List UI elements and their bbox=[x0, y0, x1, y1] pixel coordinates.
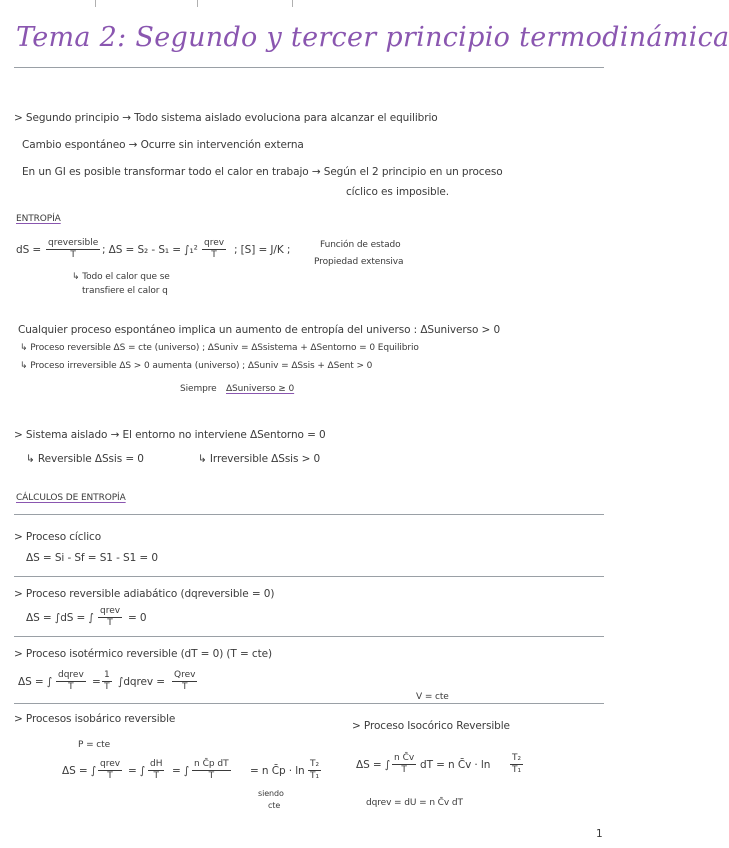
isochoric-eq-1: ΔS = ∫ bbox=[356, 759, 391, 771]
isothermal-eq-1: ΔS = ∫ bbox=[18, 676, 53, 688]
isobaric-note-2: cte bbox=[268, 801, 281, 810]
isochoric-den-2: T₁ bbox=[512, 765, 522, 775]
adiabatic-fraction bbox=[98, 606, 122, 629]
delta-s-fraction bbox=[202, 238, 226, 261]
isobaric-eq-3: = ∫ bbox=[172, 765, 190, 777]
isochoric-num-2: T₂ bbox=[512, 753, 522, 763]
isothermal-fraction-2 bbox=[102, 670, 112, 693]
delta-s-numerator: qrev bbox=[204, 238, 225, 248]
isobaric-num-1: qrev bbox=[100, 759, 121, 769]
isothermal-fraction-3 bbox=[172, 670, 197, 693]
ds-numerator: qreversible bbox=[48, 238, 99, 248]
isobaric-fraction-2 bbox=[148, 759, 164, 782]
isobaric-num-2: dH bbox=[150, 759, 163, 769]
isochoric-den-1: T bbox=[401, 765, 407, 775]
isothermal-eq-3: ∫dqrev = bbox=[118, 676, 165, 688]
heat-note-2: transfiere el calor q bbox=[82, 286, 168, 296]
section-heading-calculos: CÁLCULOS DE ENTROPÍA bbox=[16, 493, 126, 503]
delta-s-denominator: T bbox=[211, 250, 217, 260]
isothermal-den-2: T bbox=[104, 682, 110, 692]
isobaric-title: > Procesos isobárico reversible bbox=[14, 713, 176, 725]
ds-denominator: T bbox=[70, 250, 76, 260]
isochoric-condition: V = cte bbox=[416, 692, 449, 702]
state-function: Función de estado bbox=[320, 240, 401, 250]
spontaneous-line: Cualquier proceso espontáneo implica un aumento de entropía del universo : ΔSuniverso > 0 bbox=[18, 324, 501, 336]
isobaric-eq-2: = ∫ bbox=[128, 765, 146, 777]
isobaric-note-1: siendo bbox=[258, 789, 284, 798]
corner-mark bbox=[285, 0, 293, 7]
intro-line-2: Cambio espontáneo → Ocurre sin intervención externa bbox=[22, 139, 304, 151]
isothermal-eq-2: = bbox=[92, 676, 101, 688]
siempre-equation: ΔSuniverso ≥ 0 bbox=[226, 384, 295, 394]
isochoric-fraction-2 bbox=[510, 753, 523, 776]
adiabatic-result: = 0 bbox=[128, 612, 147, 624]
reversible-line: ↳ Proceso reversible ΔS = cte (universo) ; ΔSuniv = ΔSsistema + ΔSentorno = 0 Equilibrio bbox=[20, 343, 419, 353]
isothermal-num-1: dqrev bbox=[58, 670, 84, 680]
isobaric-eq-4: = n C̄p · ln bbox=[250, 765, 305, 777]
isobaric-eq-1: ΔS = ∫ bbox=[62, 765, 97, 777]
isochoric-fraction-1 bbox=[392, 753, 416, 776]
isolated-irreversible: ↳ Irreversible ΔSsis > 0 bbox=[198, 453, 321, 465]
extensive-property: Propiedad extensiva bbox=[314, 257, 404, 267]
isochoric-title: > Proceso Isocórico Reversible bbox=[352, 720, 510, 732]
entropy-units: ; [S] = J/K ; bbox=[234, 244, 291, 256]
isothermal-num-3: Qrev bbox=[174, 670, 196, 680]
cyclic-divider bbox=[14, 576, 604, 577]
delta-s-lhs: ; ΔS = S₂ - S₁ = ∫₁² bbox=[102, 244, 198, 256]
isobaric-den-1: T bbox=[107, 771, 113, 781]
ds-fraction bbox=[46, 238, 100, 261]
siempre-label: Siempre bbox=[180, 384, 217, 394]
adiabatic-divider bbox=[14, 636, 604, 637]
corner-mark bbox=[88, 0, 96, 7]
isolated-system-line: > Sistema aislado → El entorno no interviene ΔSentorno = 0 bbox=[14, 429, 326, 441]
ds-lhs: dS = bbox=[16, 244, 42, 256]
isobaric-den-2: T bbox=[153, 771, 159, 781]
isochoric-num-1: n C̄v bbox=[394, 753, 415, 763]
title-divider bbox=[14, 67, 604, 68]
isothermal-divider bbox=[14, 703, 604, 704]
isochoric-eq-2: dT = n C̄v · ln bbox=[420, 759, 491, 771]
cyclic-equation: ΔS = Si - Sf = S1 - S1 = 0 bbox=[26, 552, 158, 564]
isothermal-title: > Proceso isotérmico reversible (dT = 0) (T = cte) bbox=[14, 648, 272, 660]
isobaric-den-4: T₁ bbox=[310, 771, 320, 781]
adiabatic-denominator: T bbox=[107, 618, 113, 628]
corner-mark bbox=[190, 0, 198, 7]
adiabatic-equation: ΔS = ∫dS = ∫ bbox=[26, 612, 94, 624]
isochoric-footnote: dqrev = dU = n C̄v dT bbox=[366, 798, 463, 808]
isobaric-num-3: n C̄p dT bbox=[194, 759, 229, 769]
adiabatic-title: > Proceso reversible adiabático (dqreversible = 0) bbox=[14, 588, 275, 600]
isothermal-den-1: T bbox=[68, 682, 74, 692]
heat-note-1: ↳ Todo el calor que se bbox=[72, 272, 170, 282]
cyclic-title: > Proceso cíclico bbox=[14, 531, 102, 543]
irreversible-line: ↳ Proceso irreversible ΔS > 0 aumenta (universo) ; ΔSuniv = ΔSsis + ΔSent > 0 bbox=[20, 361, 373, 371]
isobaric-den-3: T bbox=[208, 771, 215, 781]
isolated-reversible: ↳ Reversible ΔSsis = 0 bbox=[26, 453, 144, 465]
isobaric-num-4: T₂ bbox=[310, 759, 320, 769]
isothermal-den-3: T bbox=[181, 682, 188, 692]
isothermal-fraction-1 bbox=[56, 670, 86, 693]
section-heading-entropia: ENTROPÍA bbox=[16, 214, 61, 224]
page-title: Tema 2: Segundo y tercer principio termodinámica bbox=[16, 22, 729, 53]
isothermal-num-2: 1 bbox=[104, 670, 110, 680]
calculos-divider bbox=[14, 514, 604, 515]
adiabatic-numerator: qrev bbox=[100, 606, 121, 616]
isobaric-fraction-3 bbox=[192, 759, 231, 782]
isobaric-condition: P = cte bbox=[78, 740, 111, 750]
isobaric-fraction-1 bbox=[98, 759, 122, 782]
intro-line-3b: cíclico es imposible. bbox=[346, 186, 450, 198]
intro-line-1: > Segundo principio → Todo sistema aislado evoluciona para alcanzar el equilibrio bbox=[14, 112, 438, 124]
page-number: 1 bbox=[596, 828, 603, 840]
isobaric-fraction-4 bbox=[308, 759, 321, 782]
intro-line-3a: En un GI es posible transformar todo el calor en trabajo → Según el 2 principio en un proceso bbox=[22, 166, 503, 178]
